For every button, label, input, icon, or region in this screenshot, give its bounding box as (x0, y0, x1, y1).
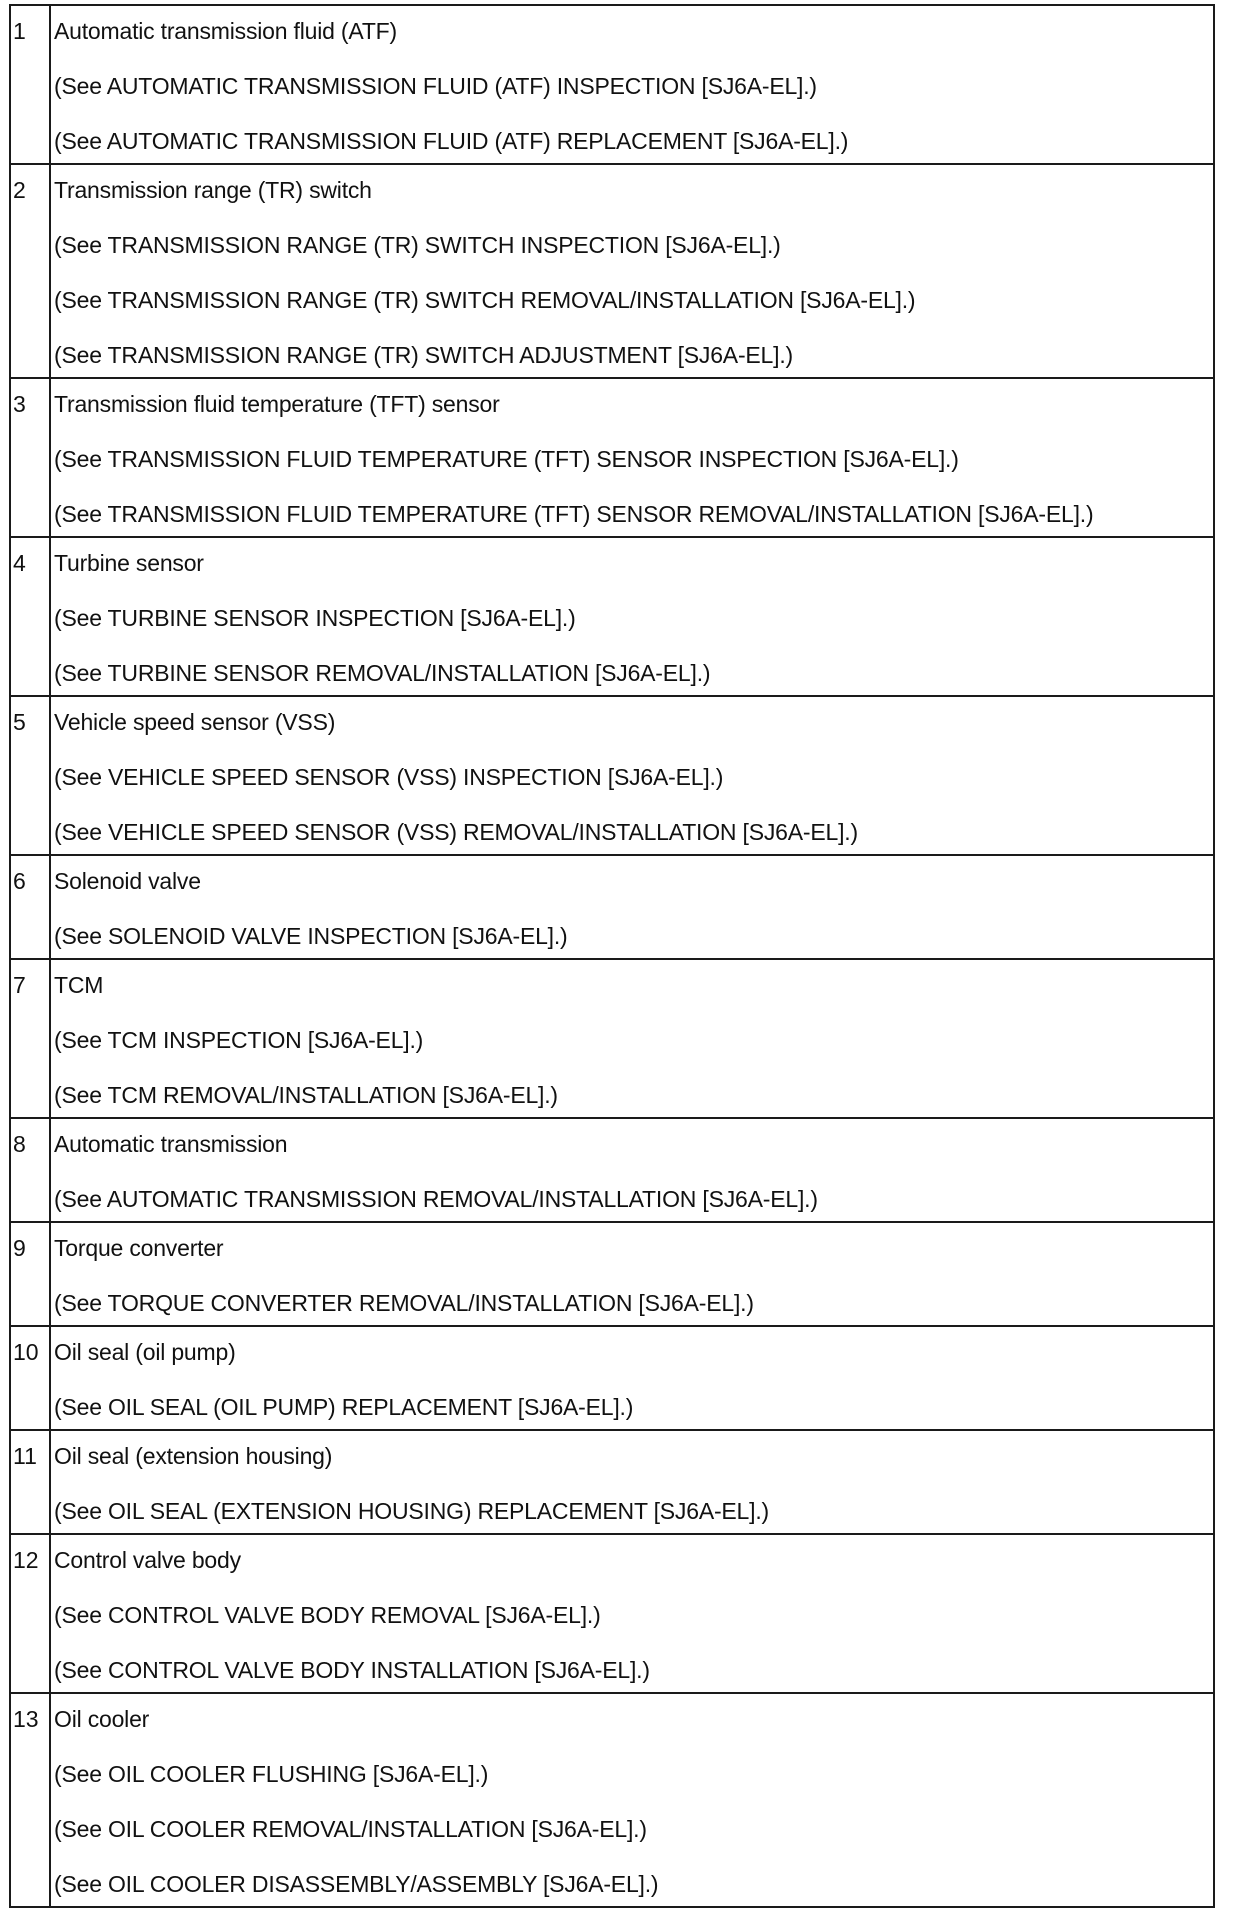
procedure-reference-link[interactable]: (See AUTOMATIC TRANSMISSION FLUID (ATF) REPLACEMENT [SJ6A-EL].) (54, 128, 849, 154)
component-name: Solenoid valve (54, 868, 201, 894)
item-number: 8 (13, 1131, 26, 1157)
cell-padding (54, 1212, 1213, 1221)
table-row (10, 1693, 1214, 1907)
item-number-cell (10, 1534, 50, 1693)
procedure-reference-link[interactable]: (See TRANSMISSION RANGE (TR) SWITCH ADJUSTMENT [SJ6A-EL].) (54, 342, 793, 368)
cell-padding (54, 154, 1213, 163)
item-content-cell (50, 1118, 1214, 1222)
table-body (10, 5, 1214, 1907)
component-name: Oil seal (oil pump) (54, 1339, 236, 1365)
table-row (10, 855, 1214, 959)
item-number: 6 (13, 868, 26, 894)
item-number-cell (10, 855, 50, 959)
item-number: 13 (13, 1706, 39, 1732)
table-row (10, 5, 1214, 164)
procedure-reference-link[interactable]: (See TRANSMISSION RANGE (TR) SWITCH INSPECTION [SJ6A-EL].) (54, 232, 781, 258)
procedure-reference-link[interactable]: (See CONTROL VALVE BODY INSTALLATION [SJ6A-EL].) (54, 1657, 650, 1683)
cell-padding (54, 1420, 1213, 1429)
table-row (10, 1534, 1214, 1693)
procedure-reference-link[interactable]: (See SOLENOID VALVE INSPECTION [SJ6A-EL].) (54, 923, 568, 949)
cell-padding (54, 1316, 1213, 1325)
item-content-cell (50, 696, 1214, 855)
procedure-reference-link[interactable]: (See OIL COOLER FLUSHING [SJ6A-EL].) (54, 1761, 489, 1787)
table-row (10, 164, 1214, 378)
table-row (10, 537, 1214, 696)
item-content-cell (50, 5, 1214, 164)
table-row (10, 1118, 1214, 1222)
item-number: 12 (13, 1547, 39, 1573)
component-name: Oil cooler (54, 1706, 150, 1732)
component-name: Turbine sensor (54, 550, 204, 576)
procedure-reference-link[interactable]: (See AUTOMATIC TRANSMISSION FLUID (ATF) INSPECTION [SJ6A-EL].) (54, 73, 817, 99)
item-content-cell (50, 537, 1214, 696)
procedure-reference-link[interactable]: (See OIL COOLER DISASSEMBLY/ASSEMBLY [SJ6A-EL].) (54, 1871, 659, 1897)
component-name: Automatic transmission (54, 1131, 288, 1157)
item-content-cell (50, 164, 1214, 378)
item-number-cell (10, 1222, 50, 1326)
procedure-reference-link[interactable]: (See TORQUE CONVERTER REMOVAL/INSTALLATION [SJ6A-EL].) (54, 1290, 754, 1316)
item-content-cell (50, 855, 1214, 959)
item-number-cell (10, 537, 50, 696)
procedure-reference-link[interactable]: (See TRANSMISSION RANGE (TR) SWITCH REMOVAL/INSTALLATION [SJ6A-EL].) (54, 287, 916, 313)
item-number-cell (10, 378, 50, 537)
item-number: 10 (13, 1339, 39, 1365)
procedure-reference-link[interactable]: (See OIL SEAL (EXTENSION HOUSING) REPLACEMENT [SJ6A-EL].) (54, 1498, 769, 1524)
component-name: Transmission range (TR) switch (54, 177, 372, 203)
item-number-cell (10, 696, 50, 855)
item-number-cell (10, 1118, 50, 1222)
item-number: 11 (13, 1443, 37, 1469)
table-row (10, 1326, 1214, 1430)
item-content-cell (50, 959, 1214, 1118)
procedure-reference-link[interactable]: (See TRANSMISSION FLUID TEMPERATURE (TFT) SENSOR INSPECTION [SJ6A-EL].) (54, 446, 959, 472)
procedure-reference-link[interactable]: (See CONTROL VALVE BODY REMOVAL [SJ6A-EL].) (54, 1602, 601, 1628)
table-row (10, 1430, 1214, 1534)
cell-padding (54, 845, 1213, 854)
procedure-reference-link[interactable]: (See VEHICLE SPEED SENSOR (VSS) REMOVAL/INSTALLATION [SJ6A-EL].) (54, 819, 858, 845)
item-number: 2 (13, 177, 26, 203)
table-row (10, 378, 1214, 537)
cell-padding (54, 368, 1213, 377)
item-content-cell (50, 1693, 1214, 1907)
item-number: 7 (13, 972, 26, 998)
item-content-cell (50, 1534, 1214, 1693)
item-number: 3 (13, 391, 26, 417)
procedure-reference-link[interactable]: (See TRANSMISSION FLUID TEMPERATURE (TFT) SENSOR REMOVAL/INSTALLATION [SJ6A-EL].) (54, 501, 1094, 527)
procedure-reference-link[interactable]: (See OIL COOLER REMOVAL/INSTALLATION [SJ6A-EL].) (54, 1816, 647, 1842)
cell-padding (54, 1108, 1213, 1117)
procedure-reference-link[interactable]: (See TCM INSPECTION [SJ6A-EL].) (54, 1027, 424, 1053)
cell-padding (54, 1897, 1213, 1906)
item-content-cell (50, 1222, 1214, 1326)
item-content-cell (50, 378, 1214, 537)
cell-padding (54, 527, 1213, 536)
procedure-reference-link[interactable]: (See AUTOMATIC TRANSMISSION REMOVAL/INSTALLATION [SJ6A-EL].) (54, 1186, 818, 1212)
item-number-cell (10, 1693, 50, 1907)
table-row (10, 696, 1214, 855)
item-content-cell (50, 1430, 1214, 1534)
component-reference-table (9, 4, 1215, 1908)
item-number-cell (10, 1430, 50, 1534)
procedure-reference-link[interactable]: (See TURBINE SENSOR INSPECTION [SJ6A-EL].) (54, 605, 576, 631)
procedure-reference-link[interactable]: (See TURBINE SENSOR REMOVAL/INSTALLATION [SJ6A-EL].) (54, 660, 711, 686)
component-name: Torque converter (54, 1235, 224, 1261)
table-row (10, 959, 1214, 1118)
procedure-reference-link[interactable]: (See TCM REMOVAL/INSTALLATION [SJ6A-EL].) (54, 1082, 558, 1108)
component-name: Automatic transmission fluid (ATF) (54, 18, 397, 44)
component-name: Vehicle speed sensor (VSS) (54, 709, 336, 735)
procedure-reference-link[interactable]: (See VEHICLE SPEED SENSOR (VSS) INSPECTION [SJ6A-EL].) (54, 764, 724, 790)
item-number: 5 (13, 709, 26, 735)
cell-padding (54, 1683, 1213, 1692)
item-number-cell (10, 1326, 50, 1430)
table-row (10, 1222, 1214, 1326)
procedure-reference-link[interactable]: (See OIL SEAL (OIL PUMP) REPLACEMENT [SJ6A-EL].) (54, 1394, 634, 1420)
item-number: 9 (13, 1235, 26, 1261)
item-content-cell (50, 1326, 1214, 1430)
item-number: 4 (13, 550, 26, 576)
item-number: 1 (13, 18, 26, 44)
component-name: Oil seal (extension housing) (54, 1443, 333, 1469)
component-name: TCM (54, 972, 104, 998)
item-number-cell (10, 5, 50, 164)
component-name: Transmission fluid temperature (TFT) sensor (54, 391, 500, 417)
cell-padding (54, 949, 1213, 958)
cell-padding (54, 1524, 1213, 1533)
component-name: Control valve body (54, 1547, 241, 1573)
cell-padding (54, 686, 1213, 695)
item-number-cell (10, 959, 50, 1118)
item-number-cell (10, 164, 50, 378)
